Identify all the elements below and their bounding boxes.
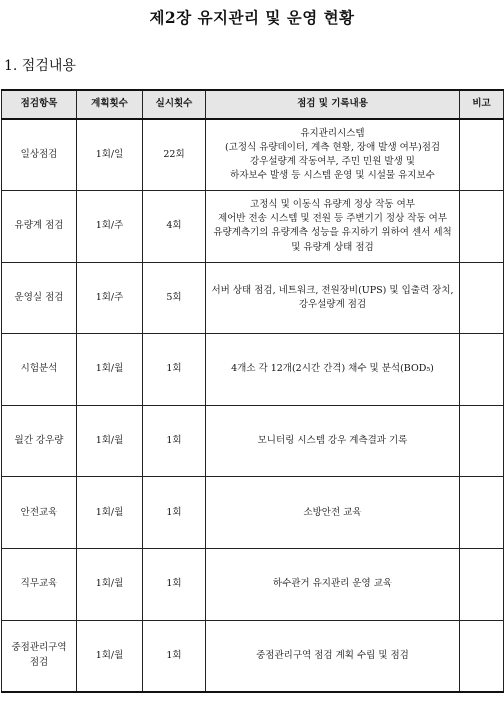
cell-remarks	[460, 405, 504, 477]
cell-planned: 1회/월	[77, 620, 143, 692]
table-row	[2, 477, 504, 549]
cell-remarks	[460, 262, 504, 334]
cell-details: 중점관리구역 점검 계획 수립 및 점검	[206, 620, 460, 692]
cell-details: 4개소 각 12개(2시간 간격) 채수 및 분석(BOD₅)	[206, 334, 460, 406]
cell-remarks	[460, 191, 504, 263]
cell-item: 직무교육	[2, 549, 77, 621]
table-header-row	[2, 90, 504, 119]
cell-actual: 4회	[143, 191, 206, 263]
cell-details: 서버 상태 점검, 네트워크, 전원장비(UPS) 및 입출력 장치, 강우설량계 점검	[206, 262, 460, 334]
cell-actual: 1회	[143, 620, 206, 692]
header-planned-count: 계획횟수	[77, 90, 143, 119]
cell-actual: 1회	[143, 334, 206, 406]
cell-planned: 1회/주	[77, 262, 143, 334]
cell-item: 일상점검	[2, 119, 77, 191]
cell-remarks	[460, 549, 504, 621]
cell-item: 월간 강우량	[2, 405, 77, 477]
cell-details: 고정식 및 이동식 유량계 정상 작동 여부 제어반 전송 시스템 및 전원 등 주변기기 정상 작동 여부 유량계측기의 유량계측 성능을 유지하기 위하여 센서 세척 및 유량계 상태 점검	[206, 191, 460, 263]
table-row	[2, 405, 504, 477]
table-row	[2, 191, 504, 263]
inspection-table	[1, 89, 504, 693]
section-heading: 1. 점검내용	[4, 58, 76, 74]
cell-planned: 1회/월	[77, 549, 143, 621]
cell-item: 유량계 점검	[2, 191, 77, 263]
cell-planned: 1회/월	[77, 477, 143, 549]
cell-details: 모니터링 시스템 강우 계측결과 기록	[206, 405, 460, 477]
cell-planned: 1회/월	[77, 334, 143, 406]
cell-actual: 1회	[143, 549, 206, 621]
cell-actual: 5회	[143, 262, 206, 334]
table-row	[2, 620, 504, 692]
cell-details: 유지관리시스템 (고정식 유량데이터, 계측 현황, 장애 발생 여부)점검 강우설량계 작동여부, 주민 민원 발생 및 하자보수 발생 등 시스템 운영 및 시설물 유지보수	[206, 119, 460, 191]
cell-details: 소방안전 교육	[206, 477, 460, 549]
header-details: 점검 및 기록내용	[206, 90, 460, 119]
header-actual-count: 실시횟수	[143, 90, 206, 119]
table-row	[2, 262, 504, 334]
table-row	[2, 549, 504, 621]
header-inspection-item: 점검항목	[2, 90, 77, 119]
cell-item: 운영실 점검	[2, 262, 77, 334]
table-row	[2, 334, 504, 406]
cell-remarks	[460, 119, 504, 191]
cell-item: 안전교육	[2, 477, 77, 549]
cell-planned: 1회/월	[77, 405, 143, 477]
header-remarks: 비고	[460, 90, 504, 119]
chapter-title: 제2장 유지관리 및 운영 현황	[149, 8, 355, 27]
cell-remarks	[460, 334, 504, 406]
cell-planned: 1회/주	[77, 191, 143, 263]
cell-actual: 22회	[143, 119, 206, 191]
cell-planned: 1회/일	[77, 119, 143, 191]
cell-item: 시험분석	[2, 334, 77, 406]
cell-actual: 1회	[143, 477, 206, 549]
cell-actual: 1회	[143, 405, 206, 477]
cell-item: 중점관리구역 점검	[2, 620, 77, 692]
cell-details: 하수관거 유지관리 운영 교육	[206, 549, 460, 621]
cell-remarks	[460, 620, 504, 692]
table-row	[2, 119, 504, 191]
cell-remarks	[460, 477, 504, 549]
